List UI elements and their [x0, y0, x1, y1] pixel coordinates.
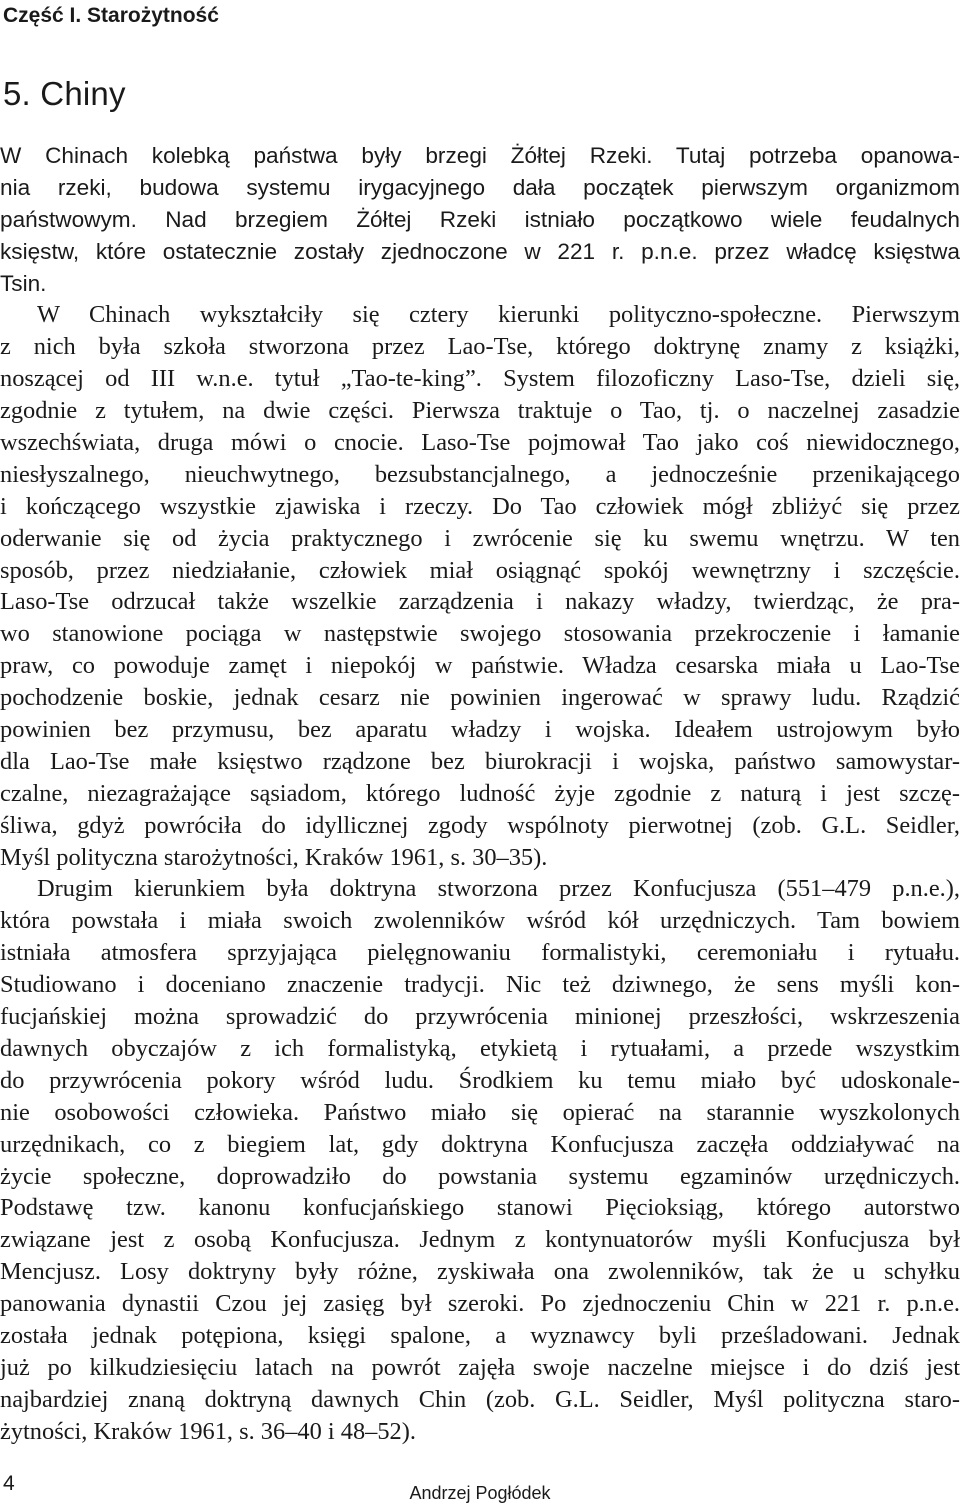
paragraph-3-line: dawnych obyczajów z ich formalistyką, etykietą i rytuałami, a przede wszystkim [0, 1034, 960, 1062]
paragraph-1-line: W Chinach kolebką państwa były brzegi Żółtej Rzeki. Tutaj potrzeba opanowa- [0, 143, 960, 168]
paragraph-2-line: śliwa, gdyż powróciła do idyllicznej zgody wspólnoty pierwotnej (zob. G.L. Seidler, [0, 811, 960, 839]
paragraph-2-line: z nich była szkoła stworzona przez Lao-Tse, którego doktrynę znamy z książki, [0, 333, 960, 361]
paragraph-3-line: Mencjusz. Losy doktryny były różne, zyskiwała ona zwolenników, tak że u schyłku [0, 1258, 960, 1286]
footer-author: Andrzej Pogłódek [409, 1483, 551, 1503]
paragraph-1-line: Tsin. [0, 270, 47, 296]
paragraph-3-line: fucjańskiej można sprowadzić do przywrócenia minionej przeszłości, wskrzeszenia [0, 1003, 960, 1031]
paragraph-3-line: żytności, Kraków 1961, s. 36–40 i 48–52). [0, 1417, 416, 1445]
paragraph-3-line: już po kilkudziesięciu latach na powrót zajęła swoje naczelne miejsce i do dziś jest [0, 1353, 960, 1381]
paragraph-1-line: księstw, które ostatecznie zostały zjednoczone w 221 r. p.n.e. przez władcę księstwa [0, 238, 960, 264]
paragraph-3-line: urzędnikach, co z biegiem lat, gdy doktryna Konfucjusza zaczęła oddziaływać na [0, 1130, 960, 1158]
chapter-title: 5. Chiny [3, 75, 126, 112]
paragraph-3-line: która powstała i miała swoich zwolenników wśród kół urzędniczych. Tam bowiem [0, 907, 960, 935]
paragraph-2-line: niesłyszalnego, nieuchwytnego, bezsubstancjalnego, a jednocześnie przenikającego [0, 460, 960, 488]
paragraph-3-line: nie osobowości człowieka. Państwo miało się opierać na starannie wyszkolonych [0, 1098, 960, 1126]
paragraph-3-line: istniała atmosfera sprzyjająca pielęgnowaniu formalistyki, ceremoniału i rytuału. [0, 939, 960, 967]
paragraph-2-line: sposób, przez niedziałanie, człowiek miał osiągnąć spokój wewnętrzny i szczęście. [0, 556, 960, 584]
paragraph-3-line: Drugim kierunkiem była doktryna stworzona przez Konfucjusza (551–479 p.n.e.), [37, 875, 960, 903]
paragraph-2-line: Laso-Tse odrzucał także wszelkie zarządzenia i nakazy władzy, twierdząc, że pra- [0, 588, 960, 616]
paragraph-2-line: noszącej od III w.n.e. tytuł „Tao-te-king”. System filozoficzny Laso-Tse, dzieli się, [0, 365, 960, 393]
body-text [0, 140, 960, 1448]
paragraph-2-line: i kończącego wszystkie zjawiska i rzeczy. Do Tao człowiek mógł zbliżyć się przez [0, 492, 960, 520]
paragraph-2-line: W Chinach wykształciły się cztery kierunki polityczno-społeczne. Pierwszym [37, 301, 960, 329]
paragraph-2-line: dla Lao-Tse małe księstwo rządzone bez biurokracji i wojska, państwo samowystar- [0, 747, 960, 775]
paragraph-3-line: związane jest z osobą Konfucjusza. Jednym z kontynuatorów myśli Konfucjusza był [0, 1226, 960, 1254]
paragraph-2-line: zgodnie z tytułem, na dwie części. Pierwsza traktuje o Tao, tj. o naczelnej zasadzie [0, 397, 960, 425]
paragraph-2-line: pochodzenie boskie, jednak cesarz nie powinien ingerować w sprawy ludu. Rządzić [0, 684, 960, 712]
paragraph-3-line: Podstawę tzw. kanonu konfucjańskiego stanowi Pięcioksiąg, którego autorstwo [0, 1194, 960, 1222]
paragraph-2-line: praw, co powoduje zamęt i niepokój w państwie. Władza cesarska miała u Lao-Tse [0, 652, 960, 680]
paragraph-2-line: Myśl polityczna starożytności, Kraków 1961, s. 30–35). [0, 843, 548, 871]
running-head: Część I. Starożytność [3, 4, 219, 27]
paragraph-3-line: do przywrócenia pokory wśród ludu. Środkiem ku temu miało być udoskonale- [0, 1066, 960, 1094]
paragraph-3-line: życie społeczne, doprowadziło do powstania systemu egzaminów urzędniczych. [0, 1162, 960, 1190]
paragraph-3-line: Studiowano i doceniano znaczenie tradycji. Nic też dziwnego, że sens myśli kon- [0, 971, 960, 999]
paragraph-1-line: państwowym. Nad brzegiem Żółtej Rzeki istniało początkowo wiele feudalnych [0, 206, 960, 232]
paragraph-2-line: wszechświata, druga mówi o cnocie. Laso-Tse pojmował Tao jako coś niewidocznego, [0, 429, 960, 457]
page-number: 4 [3, 1472, 15, 1495]
paragraph-2-line: czalne, niezagrażające sąsiadom, którego ludność żyje zgodnie z naturą i jest szczę- [0, 779, 960, 807]
paragraph-3-line: została jednak potępiona, księgi spalone, a wyznawcy byli prześladowani. Jednak [0, 1321, 960, 1349]
paragraph-2-line: wo stanowione pociąga w następstwie swojego stosowania przekroczenie i łamanie [0, 620, 960, 648]
paragraph-2-line: powinien bez przymusu, bez aparatu władzy i wojska. Ideałem ustrojowym było [0, 716, 960, 744]
paragraph-2-line: oderwanie się od życia praktycznego i zwrócenie się ku swemu wnętrzu. W ten [0, 524, 960, 552]
paragraph-1-line: nia rzeki, budowa systemu irygacyjnego dała początek pierwszym organizmom [0, 174, 960, 200]
paragraph-3-line: panowania dynastii Czou jej zasięg był szeroki. Po zjednoczeniu Chin w 221 r. p.n.e. [0, 1290, 960, 1318]
paragraph-3-line: najbardziej znaną doktryną dawnych Chin (zob. G.L. Seidler, Myśl polityczna staro- [0, 1385, 960, 1413]
